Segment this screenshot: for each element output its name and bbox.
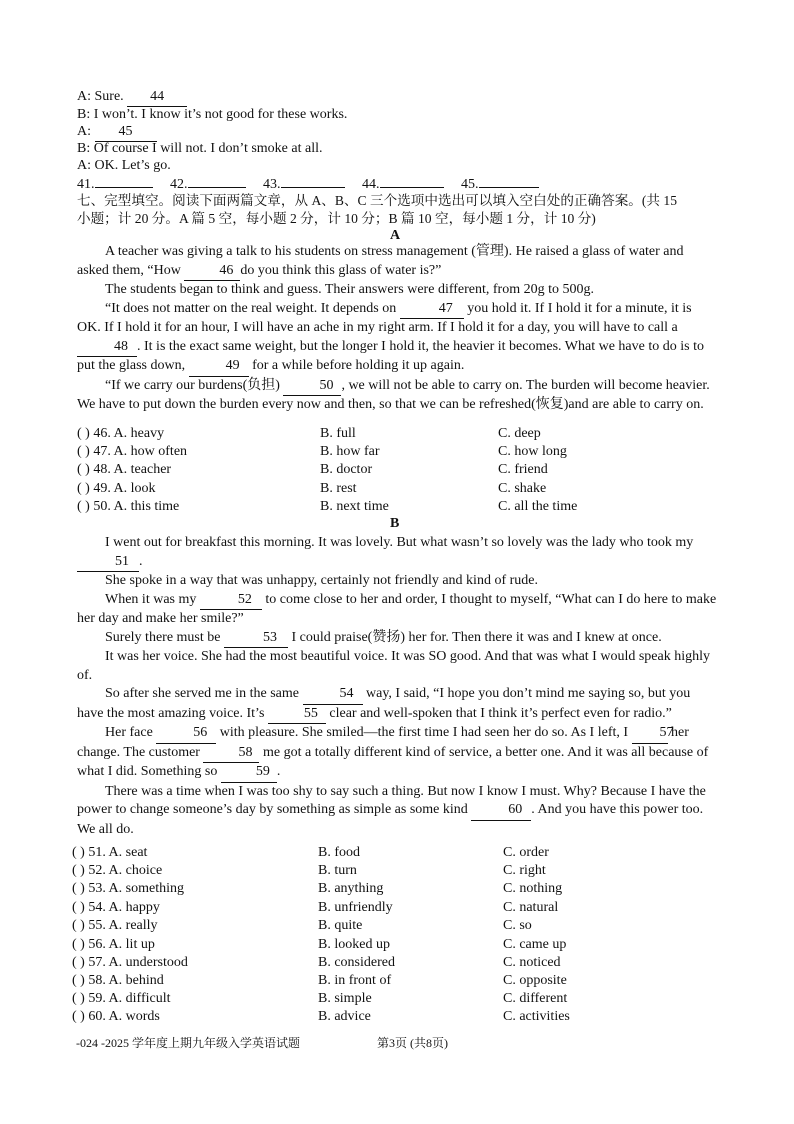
option-b[interactable]: B. quite xyxy=(318,918,363,933)
option-b[interactable]: B. turn xyxy=(318,863,357,878)
passage-b-label: B xyxy=(390,516,400,531)
option-c[interactable]: C. right xyxy=(503,863,546,878)
option-c[interactable]: C. deep xyxy=(498,426,541,441)
dialogue-line-2: B: I won’t. I know it’s not good for these works. xyxy=(77,107,348,122)
option-b[interactable]: B. anything xyxy=(318,881,384,896)
question-55-stem[interactable]: ( ) 55. A. really xyxy=(72,918,158,933)
question-57-stem[interactable]: ( ) 57. A. understood xyxy=(72,955,188,970)
answer-blank[interactable]: 46 xyxy=(184,262,240,282)
answer-blank[interactable]: 54 xyxy=(303,685,363,705)
option-c[interactable]: C. how long xyxy=(498,444,567,459)
question-50-stem[interactable]: ( ) 50. A. this time xyxy=(77,499,180,514)
answer-blank[interactable]: 48 xyxy=(77,338,137,358)
page-number: 第3页 (共8页) xyxy=(377,1036,448,1050)
question-60-stem[interactable]: ( ) 60. A. words xyxy=(72,1009,160,1024)
option-c[interactable]: C. noticed xyxy=(503,955,561,970)
option-c[interactable]: C. all the time xyxy=(498,499,578,514)
question-58-stem[interactable]: ( ) 58. A. behind xyxy=(72,973,164,988)
option-b[interactable]: B. unfriendly xyxy=(318,900,393,915)
answer-blank[interactable]: 45 xyxy=(95,123,157,142)
answer-blank[interactable]: 60 xyxy=(471,801,531,821)
question-53-stem[interactable]: ( ) 53. A. something xyxy=(72,881,184,896)
question-54-stem[interactable]: ( ) 54. A. happy xyxy=(72,900,160,915)
answer-line: 41. 42. 43. 44. 45. xyxy=(77,176,539,194)
section-header-2: 小题；计 20 分。A 篇 5 空，每小题 2 分，计 10 分；B 篇 10 空，每小题 1 分，计 10 分) xyxy=(77,211,596,226)
question-46-stem[interactable]: ( ) 46. A. heavy xyxy=(77,426,165,441)
question-51-stem[interactable]: ( ) 51. A. seat xyxy=(72,845,148,860)
option-b[interactable]: B. rest xyxy=(320,481,357,496)
passage-b: I went out for breakfast this morning. It was lovely. But what wasn’t so lovely was the lady who took my 51 . She spoke in a way that was unhappy, certainly not friendly and kind of rude. When it was my 52 to come close to her and order, I thought to myself, “What can I do here to make her day and make her smile?” Surely there must be 53 I could praise(赞扬) her for. Then there it was and I knew at once. It was her voice. She had the most beautiful voice. It was SO good. And that was what I would speak highly of. So after she served me in the same 54 way, I said, “I hope you don’t mind me saying so, but you have the most amazing voice. It’s 55 clear and well-spoken that I think it’s perfect even for radio.” Her face 56 with pleasure. She smiled—the first time I had seen her do so. As I left, I 57 her change. The customer 58 me got a totally different kind of service, a better one. And it was all because of what I did. Something so 59 . There was a time when I was too shy to say such a thing. But now I know I must. Why? Because I have the power to change someone’s day by something as simple as some kind 60 . And you have this power too. We all do. xyxy=(77,535,717,837)
footer-title: -024 -2025 学年度上期九年级入学英语试题 xyxy=(76,1036,300,1050)
answer-blank[interactable]: 53 xyxy=(224,629,288,649)
answer-blank[interactable]: 51 xyxy=(77,553,139,573)
question-48-stem[interactable]: ( ) 48. A. teacher xyxy=(77,462,172,477)
option-c[interactable]: C. opposite xyxy=(503,973,567,988)
option-b[interactable]: B. simple xyxy=(318,991,372,1006)
answer-blank[interactable]: 52 xyxy=(200,591,262,611)
question-49-stem[interactable]: ( ) 49. A. look xyxy=(77,481,156,496)
answer-blank[interactable] xyxy=(188,187,246,188)
answer-blank[interactable] xyxy=(281,187,345,188)
answer-blank[interactable]: 50 xyxy=(283,377,341,397)
answer-blank[interactable] xyxy=(479,187,539,188)
answer-blank[interactable]: 59 xyxy=(221,763,277,783)
answer-blank[interactable] xyxy=(95,187,153,188)
dialogue-line-1: A: Sure. 44 xyxy=(77,88,187,107)
option-c[interactable]: C. different xyxy=(503,991,568,1006)
dialogue-line-5: A: OK. Let’s go. xyxy=(77,158,171,173)
section-header: 七、完型填空。阅读下面两篇文章，从 A、B、C 三个选项中选出可以填入空白处的正确答案。(共 15 xyxy=(77,193,678,208)
dialogue-line-3: A: 45 xyxy=(77,123,157,142)
option-b[interactable]: B. looked up xyxy=(318,937,390,952)
option-c[interactable]: C. activities xyxy=(503,1009,570,1024)
option-b[interactable]: B. how far xyxy=(320,444,380,459)
answer-blank[interactable] xyxy=(380,187,444,188)
passage-a-label: A xyxy=(390,228,401,243)
option-b[interactable]: B. next time xyxy=(320,499,389,514)
passage-a: A teacher was giving a talk to his students on stress management (管理). He raised a glass of water and asked them, “How 46 do you think this glass of water is?” The students began to think and guess. Their answers were different, from 20g to 500g. “It does not matter on the real weight. It depends on 47 you hold it. If I hold it for a minute, it is OK. If I hold it for an hour, I will have an ache in my right arm. If I hold it for a day, you will have to call a 48 . It is the exact same weight, but the longer I hold it, the heavier it becomes. What we have to do is to put the glass down, 49 for a while before holding it up again. “If we carry our burdens(负担) 50 , we will not be able to carry on. The burden will become heavier. We have to put down the burden every now and then, so that we can be refreshed(恢复)and are able to carry on. xyxy=(77,244,710,412)
answer-blank[interactable]: 58 xyxy=(203,744,259,764)
option-c[interactable]: C. shake xyxy=(498,481,547,496)
option-b[interactable]: B. considered xyxy=(318,955,395,970)
question-52-stem[interactable]: ( ) 52. A. choice xyxy=(72,863,163,878)
question-56-stem[interactable]: ( ) 56. A. lit up xyxy=(72,937,155,952)
option-c[interactable]: C. friend xyxy=(498,462,548,477)
option-c[interactable]: C. so xyxy=(503,918,532,933)
question-47-stem[interactable]: ( ) 47. A. how often xyxy=(77,444,188,459)
answer-blank[interactable]: 49 xyxy=(189,357,249,377)
option-b[interactable]: B. full xyxy=(320,426,356,441)
answer-blank[interactable]: 57 xyxy=(632,724,668,744)
option-c[interactable]: C. order xyxy=(503,845,549,860)
question-59-stem[interactable]: ( ) 59. A. difficult xyxy=(72,991,171,1006)
dialogue-line-4: B: Of course I will not. I don’t smoke at all. xyxy=(77,141,323,156)
option-b[interactable]: B. advice xyxy=(318,1009,371,1024)
option-b[interactable]: B. in front of xyxy=(318,973,392,988)
option-c[interactable]: C. nothing xyxy=(503,881,563,896)
option-b[interactable]: B. doctor xyxy=(320,462,373,477)
option-c[interactable]: C. natural xyxy=(503,900,559,915)
answer-blank[interactable]: 55 xyxy=(268,705,326,725)
option-c[interactable]: C. came up xyxy=(503,937,567,952)
answer-blank[interactable]: 44 xyxy=(127,88,187,107)
answer-blank[interactable]: 56 xyxy=(156,724,216,744)
option-b[interactable]: B. food xyxy=(318,845,360,860)
answer-blank[interactable]: 47 xyxy=(400,300,464,320)
